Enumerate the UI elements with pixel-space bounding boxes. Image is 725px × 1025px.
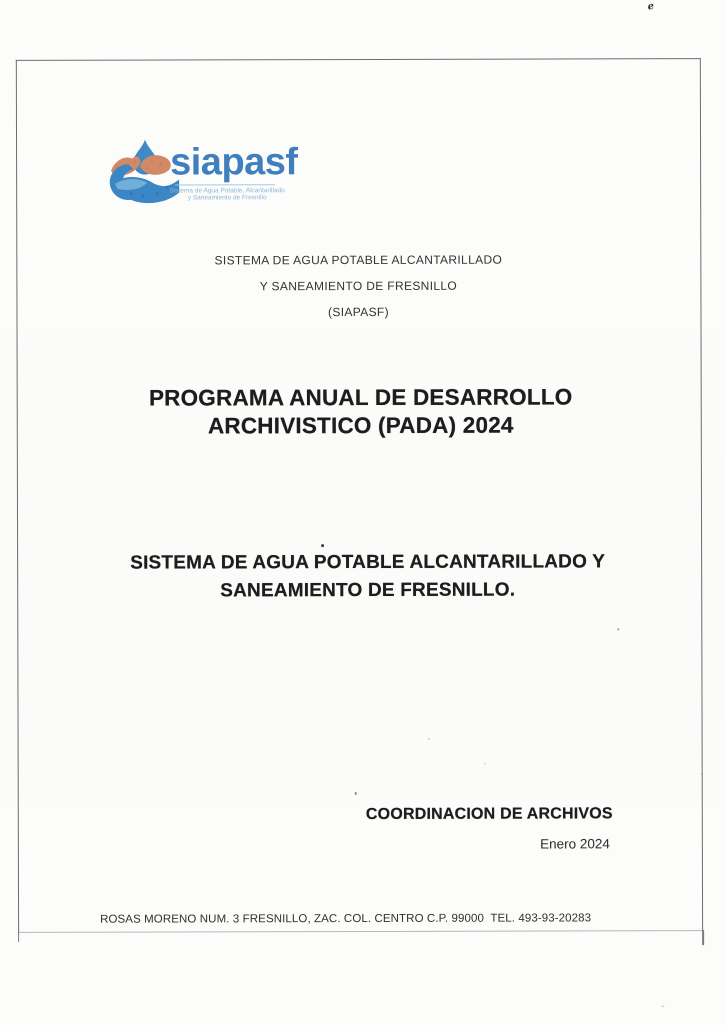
footer-address: ROSAS MORENO NUM. 3 FRESNILLO, ZAC. COL. CENTRO C.P. 99000 TEL. 493-93-20283 xyxy=(100,912,592,926)
stray-pen-mark: e xyxy=(646,0,655,13)
document-title xyxy=(110,383,612,440)
scan-speck xyxy=(661,1005,664,1007)
logo-tagline xyxy=(165,187,289,201)
organization-title-line2: SANEAMIENTO DE FRESNILLO. xyxy=(220,579,516,602)
scan-speck xyxy=(701,773,703,775)
stray-ink-dot xyxy=(321,544,324,547)
border-left-overrun xyxy=(18,932,20,942)
department-name: COORDINACION DE ARCHIVOS xyxy=(365,805,613,823)
logo-brand-text: siapasf xyxy=(170,141,298,184)
border-right-overrun xyxy=(702,930,704,945)
document-title-line1: PROGRAMA ANUAL DE DESARROLLO xyxy=(148,384,573,411)
scan-speck xyxy=(355,792,357,795)
organization-title xyxy=(105,548,630,605)
scan-speck xyxy=(484,763,486,765)
document-date: Enero 2024 xyxy=(540,836,610,852)
scan-speck xyxy=(617,628,619,630)
logo-tagline-line2: y Saneamiento de Fresnillo xyxy=(187,194,267,202)
org-line3: (SIAPASF) xyxy=(327,304,389,320)
logo-tagline-line1: Sistema de Agua Potable, Alcantarillado xyxy=(169,187,285,195)
document-title-line2: ARCHIVISTICO (PADA) 2024 xyxy=(207,412,514,439)
organization-title-line1: SISTEMA DE AGUA POTABLE ALCANTARILLADO Y xyxy=(130,551,606,574)
org-line2: Y SANEAMIENTO DE FRESNILLO xyxy=(259,278,458,294)
scan-speck xyxy=(428,738,430,740)
organization-name-block xyxy=(136,246,580,325)
org-line1: SISTEMA DE AGUA POTABLE ALCANTARILLADO xyxy=(214,252,503,268)
